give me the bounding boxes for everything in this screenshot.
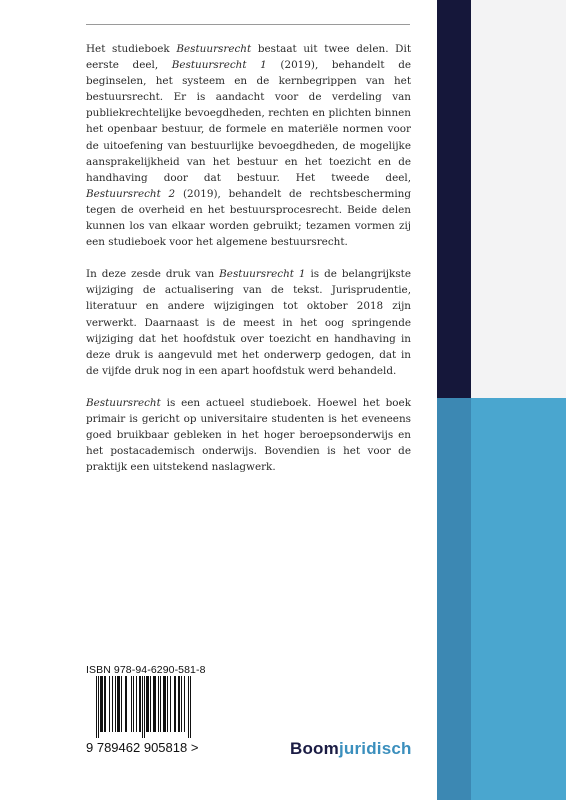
top-divider	[86, 24, 410, 25]
italic-run: Bestuursrecht 1	[219, 268, 306, 281]
cover-spine-blue-band	[437, 398, 471, 800]
barcode-bar	[104, 676, 105, 732]
cover-edge-light-panel	[471, 0, 566, 398]
text-run: Het studieboek	[86, 43, 177, 55]
barcode-bar	[148, 676, 149, 732]
barcode-bar	[109, 676, 110, 732]
isbn-label: ISBN 978-94-6290-581-8	[86, 664, 206, 676]
barcode-bar	[119, 676, 120, 732]
barcode-bar	[142, 676, 143, 738]
barcode-bar	[100, 676, 101, 732]
barcode-bar	[146, 676, 147, 732]
barcode-bar	[160, 676, 161, 732]
italic-run: Bestuursrecht	[86, 396, 161, 409]
publisher-logo	[290, 739, 412, 759]
barcode-bar	[133, 676, 134, 732]
barcode-bar	[144, 676, 145, 738]
barcode-bar	[101, 676, 102, 732]
publisher-logo-part1: Boom	[290, 739, 339, 758]
barcode-bar	[184, 676, 185, 732]
barcode-digits: 9 789462 905818 >	[86, 740, 199, 755]
barcode	[86, 676, 204, 738]
barcode-bar	[188, 676, 189, 738]
barcode-bar	[170, 676, 171, 732]
barcode-bar	[131, 676, 132, 732]
barcode-bar	[98, 676, 99, 738]
barcode-bar	[147, 676, 148, 732]
barcode-bar	[121, 676, 122, 732]
publisher-logo-part2: juridisch	[338, 739, 412, 758]
barcode-bar	[164, 676, 165, 732]
barcode-bar	[126, 676, 127, 732]
barcode-bar	[139, 676, 140, 732]
barcode-bar	[96, 676, 97, 738]
barcode-bar	[163, 676, 164, 732]
barcode-bar	[112, 676, 113, 732]
cover-edge-blue-panel	[471, 398, 566, 800]
barcode-bar	[125, 676, 126, 732]
italic-run: Bestuursrecht 2	[86, 187, 176, 200]
barcode-bar	[140, 676, 141, 732]
text-run: (2019), behandelt de beginselen, het systeem en de kernbegrippen van het bestuursrecht. Er is aandacht voor de verdeling van publiekrechtelijke bevoegdheden, rechten en plichten binnen het openbaar bestuur, de formele en materiële normen voor de uitoefening van bestuurlijke bevoegdheden, de mogelijke aansprakelijkheid van het bestuur en het toezicht en de handhaving door dat bestuur. Het tweede deel,	[86, 59, 411, 184]
barcode-bar	[150, 676, 151, 732]
barcode-bar	[174, 676, 175, 732]
paragraph-2	[86, 266, 411, 379]
barcode-bar	[175, 676, 176, 732]
barcode-bar	[158, 676, 159, 732]
italic-run: Bestuursrecht 1	[171, 59, 267, 72]
barcode-bar	[118, 676, 119, 732]
barcode-bar	[105, 676, 106, 732]
barcode-bar	[153, 676, 154, 732]
barcode-bar	[115, 676, 116, 732]
barcode-bar	[165, 676, 166, 732]
barcode-bar	[190, 676, 191, 738]
barcode-bar	[154, 676, 155, 732]
barcode-bar	[102, 676, 103, 732]
paragraph-1	[86, 41, 411, 250]
text-run: is de belangrijkste wijziging de actualisering van de tekst. Jurisprudentie, literatuur en andere wijzigingen tot oktober 2018 zijn verwerkt. Daarnaast is de meest in het oog springende wijziging dat het hoofdstuk over toezicht en handhaving in deze druk is aangevuld met het onderwerp gedogen, dat in de vijfde druk nog in een apart hoofdstuk werd behandeld.	[86, 268, 411, 377]
barcode-bar	[179, 676, 180, 732]
paragraph-3	[86, 395, 411, 475]
barcode-bar	[167, 676, 168, 732]
barcode-bar	[155, 676, 156, 732]
text-run: is een actueel studieboek. Hoewel het boek primair is gericht op universitaire studenten is het eveneens goed bruikbaar gebleken in het hoger beroepsonderwijs en het postacademisch onderwijs. Bovendien is het voor de praktijk een uitstekend naslagwerk.	[86, 396, 411, 474]
italic-run: Bestuursrecht	[176, 43, 252, 55]
blurb-text	[86, 41, 411, 491]
text-run: (2019), behandelt de rechtsbescherming tegen de overheid en het bestuursprocesrecht. Beide delen kunnen los van elkaar worden gebruikt; tezamen vormen zij een studieboek voor het algemene bestuursrecht.	[86, 187, 411, 249]
barcode-bar	[178, 676, 179, 732]
text-run: bestaat uit twee delen. Dit eerste deel,	[86, 43, 412, 72]
text-run: In deze zesde druk van	[86, 268, 220, 281]
barcode-bar	[181, 676, 182, 732]
barcode-bar	[117, 676, 118, 732]
barcode-bar	[136, 676, 137, 732]
